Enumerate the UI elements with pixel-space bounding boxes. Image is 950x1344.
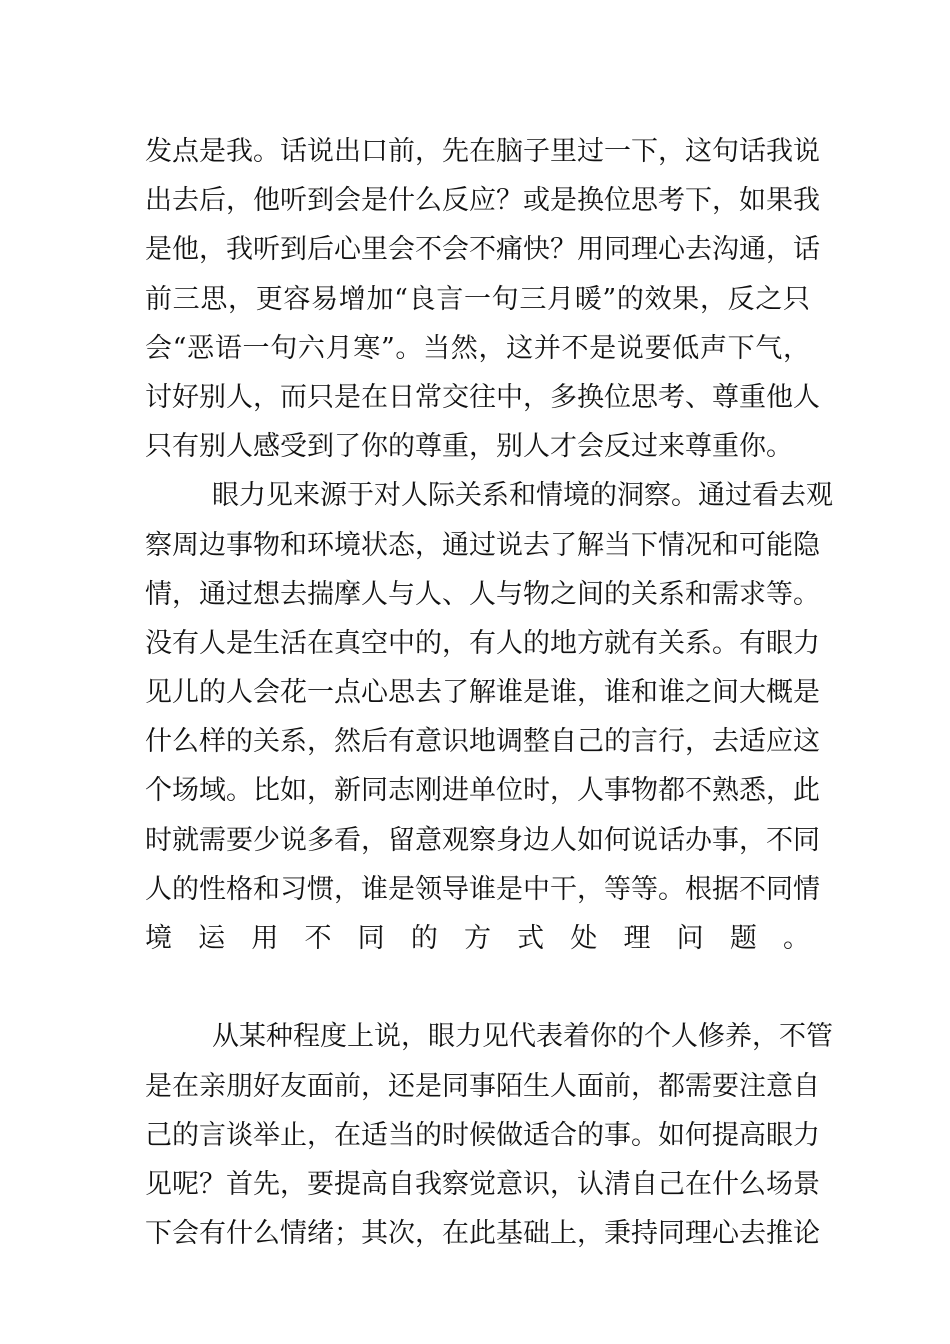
text-line: 下会有什么情绪；其次，在此基础上，秉持同理心去推论 xyxy=(145,1218,820,1250)
text-line: 是在亲朋好友面前，还是同事陌生人面前，都需要注意自 xyxy=(145,1070,820,1102)
text-line xyxy=(145,963,810,1012)
text-line: 见儿的人会花一点心思去了解谁是谁，谁和谁之间大概是 xyxy=(145,677,820,709)
text-line: 从某种程度上说，眼力见代表着你的个人修养，不管 xyxy=(212,1021,833,1053)
text-line: 个场域。比如，新同志刚进单位时，人事物都不熟悉，此 xyxy=(145,775,820,807)
paragraph xyxy=(145,471,833,1012)
text-line: 出去后，他听到会是什么反应？或是换位思考下，如果我 xyxy=(145,185,820,217)
paragraph xyxy=(145,1012,833,1258)
text-line: 己的言谈举止，在适当的时候做适合的事。如何提高眼力 xyxy=(145,1119,820,1151)
text-line: 没有人是生活在真空中的，有人的地方就有关系。有眼力 xyxy=(145,627,820,659)
text-line: 什么样的关系，然后有意识地调整自己的言行，去适应这 xyxy=(145,726,820,758)
text-line: 会“恶语一句六月寒”。当然，这并不是说要低声下气， xyxy=(145,332,810,364)
text-line: 发点是我。话说出口前，先在脑子里过一下，这句话我说 xyxy=(145,136,820,167)
text-line: 是他，我听到后心里会不会不痛快？用同理心去沟通，话 xyxy=(145,234,820,266)
text-line: 只有别人感受到了你的尊重，别人才会反过来尊重你。 xyxy=(145,431,793,463)
text-line: 见呢？首先，要提高自我察觉意识，认清自己在什么场景 xyxy=(145,1168,820,1200)
text-line: 人的性格和习惯，谁是领导谁是中干，等等。根据不同情 xyxy=(145,873,820,905)
text-line: 眼力见来源于对人际关系和情境的洞察。通过看去观 xyxy=(212,480,833,512)
text-line: 前三思，更容易增加“良言一句三月暖”的效果，反之只 xyxy=(145,283,810,315)
text-line: 时就需要少说多看，留意观察身边人如何说话办事，不同 xyxy=(145,824,820,856)
text-line: 察周边事物和环境状态，通过说去了解当下情况和可能隐 xyxy=(145,529,820,561)
text-line: 境运用不同的方式处理问题。 xyxy=(145,923,810,954)
paragraph xyxy=(145,127,820,471)
text-line: 情，通过想去揣摩人与人、人与物之间的关系和需求等。 xyxy=(145,578,820,610)
text-line: 讨好别人，而只是在日常交往中，多换位思考、尊重他人 xyxy=(145,381,820,413)
body-text xyxy=(145,127,833,1258)
